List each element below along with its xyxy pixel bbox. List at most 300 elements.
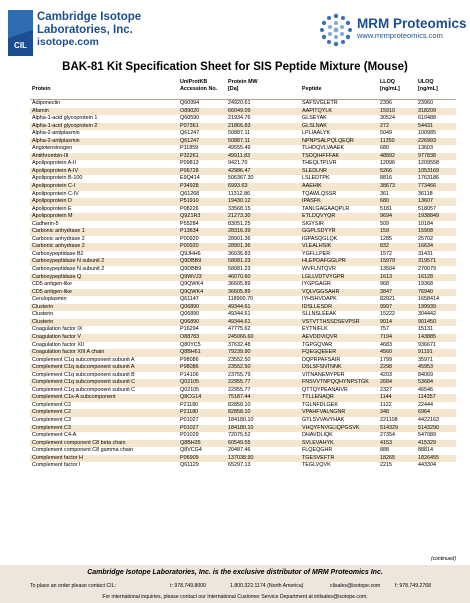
uloq-cell: 22444 [418, 401, 433, 408]
lloq-cell: 348 [380, 409, 389, 416]
uloq-cell: 547089 [418, 432, 436, 439]
mrm-website: www.mrmproteomics.com [357, 31, 443, 40]
continued-note: (continued) [430, 556, 456, 562]
peptide-cell: FQEGQEEER [302, 349, 337, 356]
peptide-cell: HLEPDAFGGLPR [302, 258, 346, 265]
table-row [30, 183, 456, 191]
protein-cell: Complement C1q subcomponent subunit C [32, 386, 136, 393]
table-row [30, 394, 456, 402]
sales-email[interactable]: cilsales@isotope.com [330, 583, 381, 589]
table-row [30, 160, 456, 168]
protein-cell: Antithrombin-III [32, 152, 69, 159]
protein-cell: Complement C3 [32, 424, 71, 431]
uloq-cell: 25702 [418, 235, 433, 242]
peptide-cell: VPAHFVALNGNR [302, 409, 346, 416]
protein-cell: Apolipoprotein A-II [32, 160, 77, 167]
spec-table [30, 77, 456, 470]
table-row [30, 379, 456, 387]
accession-cell: O89020 [180, 107, 200, 114]
table-row [30, 123, 456, 131]
table-row [30, 372, 456, 380]
lloq-cell: 38673 [380, 183, 395, 190]
peptide-cell: SAFSVGLETR [302, 100, 338, 106]
uloq-cell: 1826455 [418, 454, 439, 461]
protein-cell: Cadherin-5 [32, 220, 59, 227]
lloq-cell: 2327 [380, 386, 392, 393]
table-row [30, 266, 456, 274]
protein-cell: Complement C4-A [32, 432, 77, 439]
lloq-cell: 48892 [380, 152, 395, 159]
protein-cell: Apolipoprotein C-IV [32, 190, 79, 197]
protein-cell: Complement C3 [32, 416, 71, 423]
peptide-cell: TQAWLQSSR [302, 190, 337, 197]
protein-cell: Carboxypeptidase N subunit 2 [32, 266, 105, 273]
accession-cell: P01027 [180, 424, 199, 431]
mrm-company-name: MRM Proteomics [357, 16, 467, 31]
mw-cell: 19430.12 [228, 198, 251, 205]
header-accession: UniProtKB Accession No. [180, 79, 218, 92]
table-row [30, 213, 456, 221]
uloq-cell: 13607 [418, 198, 433, 205]
uloq-cell: 76940 [418, 288, 433, 295]
lloq-cell: 2298 [380, 364, 392, 371]
protein-cell: Apolipoprotein M [32, 213, 73, 220]
peptide-cell: SIGYSIR [302, 220, 324, 227]
protein-cell: Carbonic anhydrase 2 [32, 243, 85, 250]
uloq-cell: 1658414 [418, 296, 439, 303]
uloq-cell: 1053169 [418, 167, 439, 174]
mw-cell: 60549.55 [228, 439, 251, 446]
accession-cell: P00920 [180, 243, 199, 250]
mw-cell: 23552.50 [228, 364, 251, 371]
lloq-cell: 82921 [380, 296, 395, 303]
table-row [30, 168, 456, 176]
lloq-cell: 30524 [380, 115, 395, 122]
cil-logo [8, 10, 33, 56]
mw-cell: 58081.23 [228, 258, 251, 265]
table-row [30, 108, 456, 116]
peptide-cell: AEVDDVIQVR [302, 333, 338, 340]
mw-cell: 118900.70 [228, 296, 254, 303]
table-row [30, 417, 456, 425]
protein-cell: Adiponectin [32, 100, 61, 106]
peptide-cell: SVLEVAHYK [302, 439, 334, 446]
peptide-cell: AAEHIK [302, 183, 322, 190]
peptide-cell: TSDQIHFFFAK [302, 152, 340, 159]
mw-cell: 24920.61 [228, 100, 251, 106]
uloq-cell: 518057 [418, 205, 436, 212]
table-row [30, 236, 456, 244]
lloq-cell: 272 [380, 122, 389, 129]
uloq-cell: 16634 [418, 243, 433, 250]
peptide-cell: THEQLTPLVR [302, 160, 337, 167]
accession-cell: P00920 [180, 235, 199, 242]
lloq-cell: 1572 [380, 250, 392, 257]
accession-cell: Q9Z1R3 [180, 213, 201, 220]
mw-cell: 23755.79 [228, 371, 251, 378]
protein-cell: Carboxypeptidase N subunit 2 [32, 258, 105, 265]
lloq-cell: 2684 [380, 379, 392, 386]
peptide-cell: TTLLENAQR [302, 394, 334, 401]
uloq-cell: 114357 [418, 394, 436, 401]
uloq-cell: 610488 [418, 115, 436, 122]
uloq-cell: 1938849 [418, 213, 439, 220]
protein-cell: Complement C2 [32, 409, 71, 416]
accession-cell: P98086 [180, 356, 199, 363]
mw-cell: 50887.11 [228, 130, 251, 137]
accession-cell: P01027 [180, 416, 199, 423]
mw-cell: 49344.61 [228, 311, 251, 318]
lloq-cell: 3847 [380, 288, 392, 295]
protein-cell: Complement C2 [32, 401, 71, 408]
protein-cell: Angiotensinogen [32, 145, 73, 152]
peptide-cell: NPNPSALPQLQEQR [302, 137, 354, 144]
lloq-cell: 15910 [380, 107, 395, 114]
lloq-cell: 4683 [380, 341, 392, 348]
uloq-cell: 318209 [418, 107, 436, 114]
accession-cell: P09813 [180, 160, 199, 167]
lloq-cell: 1613 [380, 273, 392, 280]
lloq-cell: 5266 [380, 167, 392, 174]
peptide-cell: GGPLSDYYR [302, 228, 336, 235]
order-text: To place an order please contact CIL: [30, 583, 116, 589]
protein-cell: Apolipoprotein C-I [32, 183, 76, 190]
table-row [30, 100, 456, 108]
lloq-cell: 4153 [380, 439, 392, 446]
protein-cell: Complement C1q subcomponent subunit A [32, 364, 135, 371]
lloq-cell: 7194 [380, 333, 392, 340]
cil-name-line-2: Laboratories, Inc. [37, 23, 133, 36]
table-row [30, 447, 456, 455]
table-row [30, 319, 456, 327]
table-row [30, 311, 456, 319]
lloq-cell: 5181 [380, 205, 392, 212]
accession-cell: Q9DBB9 [180, 266, 202, 273]
accession-cell: P01029 [180, 432, 199, 439]
protein-cell: Alpha-1-acid glycoprotein 2 [32, 122, 98, 129]
table-row [30, 402, 456, 410]
lloq-cell: 15222 [380, 311, 395, 318]
table-body [30, 100, 456, 470]
peptide-cell: GTLSVVAVYHAK [302, 416, 345, 423]
peptide-cell: TGESVEFTR [302, 454, 335, 461]
protein-cell: Complement component C8 gamma chain [32, 447, 133, 454]
header-protein: Protein [32, 86, 51, 92]
table-row [30, 191, 456, 199]
table-row [30, 258, 456, 266]
protein-cell: CD5 antigen-like [32, 288, 72, 295]
table-row [30, 455, 456, 463]
lloq-cell: 13504 [380, 266, 395, 273]
mrm-brand [357, 17, 467, 40]
peptide-cell: DHAVDLIQK [302, 432, 333, 439]
accession-cell: Q9QWK4 [180, 281, 204, 288]
uloq-cell: 5143290 [418, 424, 439, 431]
uloq-cell: 46546 [418, 386, 433, 393]
uloq-cell: 226993 [418, 137, 436, 144]
mw-cell: 22955.77 [228, 386, 251, 393]
protein-cell: Complement C1q subcomponent subunit A [32, 356, 135, 363]
protein-cell: Apolipoprotein E [32, 205, 72, 212]
accession-cell: P06728 [180, 167, 199, 174]
accession-cell: Q06890 [180, 318, 200, 325]
uloq-cell: 88814 [418, 447, 433, 454]
peptide-cell: TANLGAGAAQPLR [302, 205, 350, 212]
accession-cell: Q9WVJ3 [180, 273, 202, 280]
table-row [30, 304, 456, 312]
table-row [30, 138, 456, 146]
uloq-cell: 6964 [418, 409, 430, 416]
peptide-cell: VSTVTTHSSDSEVPSR [302, 318, 360, 325]
table-row [30, 326, 456, 334]
peptide-cell: SLEDLNR [302, 167, 327, 174]
lloq-cell: 968 [380, 281, 389, 288]
protein-cell: Complement C1q subcomponent subunit C [32, 379, 136, 386]
peptide-cell: GLSLNAK [302, 122, 327, 129]
mw-cell: 50887.11 [228, 137, 251, 144]
accession-cell: Q02105 [180, 386, 200, 393]
accession-cell: Q06890 [180, 311, 200, 318]
protein-cell: Carboxypeptidase B2 [32, 250, 84, 257]
uloq-cell: 91191 [418, 349, 433, 356]
table-row [30, 130, 456, 138]
protein-cell: Complement C1q subcomponent subunit B [32, 371, 135, 378]
accession-cell: Q9QWK4 [180, 288, 204, 295]
table-row [30, 409, 456, 417]
peptide-cell: AAPITQYLK [302, 107, 332, 114]
lloq-cell: 832 [380, 243, 389, 250]
cil-logo-text: CIL [14, 41, 27, 50]
accession-cell: Q61247 [180, 130, 200, 137]
peptide-cell: IPASFK [302, 198, 321, 205]
table-row [30, 175, 456, 183]
lloq-cell: 5049 [380, 130, 392, 137]
header-peptide: Peptide [302, 86, 322, 92]
table-header-row [30, 77, 456, 100]
protein-cell: Complement factor I [32, 462, 81, 469]
accession-cell: Q8BH35 [180, 439, 201, 446]
mw-cell: 82858.10 [228, 401, 251, 408]
uloq-cell: 1209558 [418, 160, 439, 167]
accession-cell: Q61268 [180, 190, 200, 197]
protein-cell: Carbonic anhydrase 1 [32, 228, 85, 235]
accession-cell: Q60994 [180, 100, 200, 106]
uloq-cell: 36118 [418, 190, 433, 197]
accession-cell: P14106 [180, 371, 199, 378]
accession-cell: Q06890 [180, 303, 200, 310]
accession-cell: E9Q414 [180, 175, 200, 182]
peptide-cell: LGLLVDTVYGPR [302, 273, 345, 280]
uloq-cell: 4422163 [418, 416, 439, 423]
accession-cell: P16294 [180, 326, 199, 333]
peptide-cell: LSLEDTPK [302, 175, 330, 182]
peptide-cell: LPLIAALYK [302, 130, 331, 137]
lloq-cell: 221108 [380, 416, 398, 423]
peptide-cell: QTTQYPEANAIVR [302, 386, 348, 393]
header-mw: Protein MW [Da] [228, 79, 258, 92]
cil-company-name [37, 11, 141, 48]
uloq-cell: 23960 [418, 100, 433, 106]
mw-cell: 137038.90 [228, 454, 254, 461]
accession-cell: P08226 [180, 205, 199, 212]
lloq-cell: 4560 [380, 349, 392, 356]
accession-cell: Q8CG14 [180, 394, 202, 401]
table-row [30, 243, 456, 251]
accession-cell: P21180 [180, 409, 199, 416]
table-row [30, 364, 456, 372]
table-row [30, 296, 456, 304]
peptide-cell: TGPGQVAR [302, 341, 333, 348]
lloq-cell: 18265 [380, 454, 395, 461]
peptide-cell: VITNANEMYPER [302, 371, 345, 378]
peptide-cell: IYGPGAGR [302, 281, 331, 288]
uloq-cell: 13603 [418, 145, 433, 152]
lloq-cell: 2215 [380, 462, 392, 469]
table-row [30, 145, 456, 153]
mw-cell: 28316.39 [228, 228, 251, 235]
lloq-cell: 159 [380, 228, 389, 235]
table-row [30, 221, 456, 229]
table-row [30, 432, 456, 440]
table-row [30, 153, 456, 161]
peptide-cell: IYHSHVDAPK [302, 296, 337, 303]
peptide-cell: IDSLLESDR [302, 303, 332, 310]
accession-cell: Q61247 [180, 137, 200, 144]
mw-cell: 28901.36 [228, 235, 251, 242]
protein-cell: Alpha-1-acid glycoprotein 1 [32, 115, 98, 122]
uloq-cell: 35971 [418, 356, 433, 363]
mw-cell: 42986.47 [228, 167, 251, 174]
accession-cell: P55284 [180, 220, 199, 227]
mw-cell: 184180.10 [228, 424, 254, 431]
table-row [30, 198, 456, 206]
mw-cell: 79239.90 [228, 349, 251, 356]
uloq-cell: 143885 [418, 333, 436, 340]
protein-cell: Carbonic anhydrase 2 [32, 235, 85, 242]
lloq-cell: 680 [380, 145, 389, 152]
table-row [30, 274, 456, 282]
table-row [30, 334, 456, 342]
accession-cell: Q9JHH6 [180, 250, 201, 257]
uloq-cell: 270079 [418, 266, 436, 273]
protein-cell: Coagulation factor XII [32, 341, 84, 348]
mw-cell: 47775.62 [228, 326, 251, 333]
accession-cell: Q8VCG4 [180, 447, 202, 454]
accession-cell: P98086 [180, 364, 199, 371]
uloq-cell: 16128 [418, 273, 433, 280]
accession-cell: Q61147 [180, 296, 199, 303]
table-row [30, 342, 456, 350]
uloq-cell: 443304 [418, 462, 436, 469]
uloq-cell: 415329 [418, 439, 436, 446]
protein-cell: Clusterin [32, 311, 54, 318]
mw-cell: 36036.83 [228, 250, 251, 257]
table-row [30, 357, 456, 365]
mw-cell: 36605.89 [228, 281, 251, 288]
mw-cell: 82858.10 [228, 409, 251, 416]
mw-cell: 21934.76 [228, 115, 251, 122]
lloq-cell: 509 [380, 220, 389, 227]
accession-cell: P06909 [180, 454, 199, 461]
protein-cell: CD5 antigen-like [32, 281, 72, 288]
international-note: For international inquiries, please contact our International Customer Service Department at intlsales@isotope.com. [102, 594, 368, 600]
mw-cell: 66049.09 [228, 107, 251, 114]
uloq-cell: 84069 [418, 371, 433, 378]
lloq-cell: 1285 [380, 235, 392, 242]
protein-cell: Coagulation factor IX [32, 326, 83, 333]
mw-cell: 49344.61 [228, 318, 251, 325]
peptide-cell: IGPASQGLQK [302, 235, 338, 242]
mw-cell: 49911.83 [228, 152, 251, 159]
uloq-cell: 31431 [418, 250, 433, 257]
protein-cell: Ceruloplasmin [32, 296, 67, 303]
lloq-cell: 9997 [380, 303, 392, 310]
uloq-cell: 773466 [418, 183, 436, 190]
protein-cell: Clusterin [32, 318, 54, 325]
lloq-cell: 1799 [380, 356, 392, 363]
peptide-cell: FLQEQGHR [302, 447, 333, 454]
accession-cell: P07361 [180, 122, 199, 129]
mw-cell: 21866.83 [228, 122, 251, 129]
mw-cell: 75187.44 [228, 394, 251, 401]
peptide-cell: TGLNFDLGEK [302, 401, 338, 408]
peptide-cell: DSLSFSNTNNK [302, 364, 342, 371]
mw-cell: 28901.36 [228, 243, 251, 250]
lloq-cell: 12096 [380, 160, 395, 167]
footer-title: Cambridge Isotope Laboratories, Inc. is the exclusive distributor of MRM Proteomics Inc. [87, 569, 383, 576]
accession-cell: Q02105 [180, 379, 200, 386]
uloq-cell: 15131 [418, 326, 433, 333]
peptide-cell: YGFLLPER [302, 250, 331, 257]
table-row [30, 425, 456, 433]
peptide-cell: EYTNIFLK [302, 326, 328, 333]
peptide-cell: DQPRPAFSAIR [302, 356, 341, 363]
uloq-cell: 10184 [418, 220, 433, 227]
lloq-cell: 11350 [380, 137, 395, 144]
mw-cell: 58081.23 [228, 266, 251, 273]
mw-cell: 72075.52 [228, 432, 251, 439]
cil-website: isotope.com [37, 36, 99, 48]
protein-cell: Complement C1s-A subcomponent [32, 394, 116, 401]
mrm-logo-icon [318, 12, 354, 48]
protein-cell: Complement factor H [32, 454, 83, 461]
table-row [30, 440, 456, 448]
mw-cell: 65297.13 [228, 462, 251, 469]
peptide-cell: VQLVGGSAHR [302, 288, 340, 295]
protein-cell: Apolipoprotein A-IV [32, 167, 79, 174]
lloq-cell: 15979 [380, 258, 395, 265]
lloq-cell: 757 [380, 326, 389, 333]
lloq-cell: 9694 [380, 213, 392, 220]
mw-cell: 37632.48 [228, 341, 251, 348]
protein-cell: Carboxypeptidase Q [32, 273, 82, 280]
lloq-cell: 680 [380, 198, 389, 205]
protein-cell: Coagulation factor XIII A chain [32, 349, 105, 356]
peptide-cell: SLLNSLEEAK [302, 311, 337, 318]
peptide-cell: TEGLVQVK [302, 462, 331, 469]
uloq-cell: 100985 [418, 130, 436, 137]
accession-cell: Q8BH61 [180, 349, 201, 356]
mw-cell: 23552.50 [228, 356, 251, 363]
table-row [30, 349, 456, 357]
phone-main: t: 978.749.8000 [170, 583, 207, 589]
mw-cell: 83051.25 [228, 220, 251, 227]
accession-cell: P13634 [180, 228, 199, 235]
uloq-cell: 319571 [418, 258, 436, 265]
lloq-cell: 9014 [380, 318, 392, 325]
protein-cell: Alpha-2-antiplasmin [32, 130, 80, 137]
fax-number: f: 978.749.2768 [395, 583, 432, 589]
